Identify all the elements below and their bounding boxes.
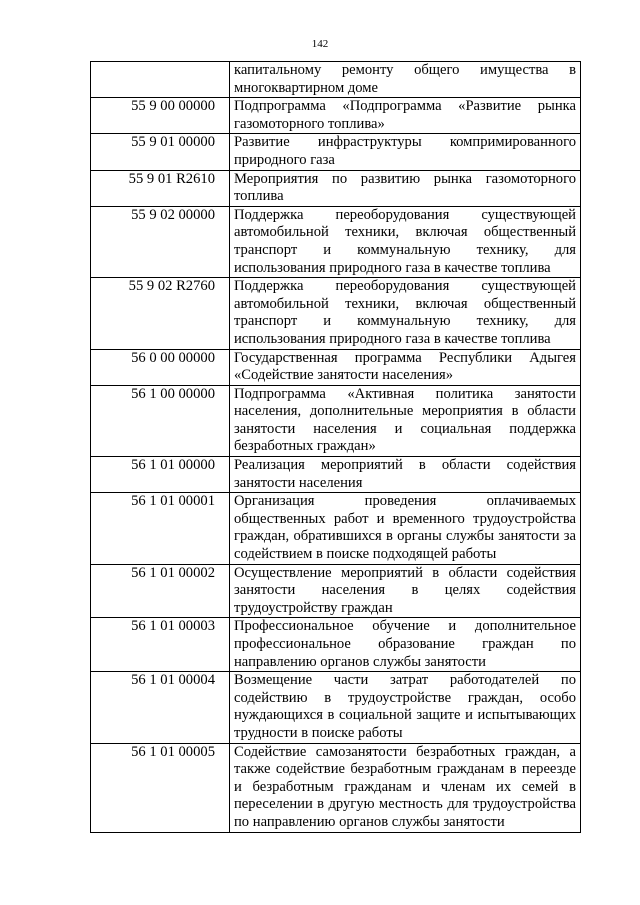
table-row [91,672,581,743]
description-cell: Содействие самозанятости безработных граждан, а также содействие безработным гражданам в переезде и безработным гражданам и членам их семей в переселении в другую местность для трудоустройства по направлению органов службы занятости [230,743,581,832]
table-row [91,457,581,493]
table-row [91,134,581,170]
code-cell: 55 9 00 00000 [91,98,230,134]
table-row [91,564,581,618]
description-cell: Государственная программа Республики Адыгея «Содействие занятости населения» [230,349,581,385]
description-cell: Мероприятия по развитию рынка газомоторного топлива [230,170,581,206]
table-row [91,98,581,134]
code-cell: 55 9 01 00000 [91,134,230,170]
description-cell: Подпрограмма «Подпрограмма «Развитие рынка газомоторного топлива» [230,98,581,134]
description-cell: Реализация мероприятий в области содействия занятости населения [230,457,581,493]
code-cell: 56 1 01 00003 [91,618,230,672]
table-row [91,349,581,385]
description-cell: Осуществление мероприятий в области содействия занятости населения в целях содействия трудоустройству граждан [230,564,581,618]
page-number: 142 [311,38,329,50]
table-row [91,493,581,564]
description-cell: Профессиональное обучение и дополнительное профессиональное образование граждан по направлению органов службы занятости [230,618,581,672]
code-cell: 56 1 01 00004 [91,672,230,743]
table-row [91,170,581,206]
description-cell: Развитие инфраструктуры компримированного природного газа [230,134,581,170]
code-cell [91,62,230,98]
description-cell: Организация проведения оплачиваемых общественных работ и временного трудоустройства граждан, обратившихся в органы службы занятости за содействием в поиске подходящей работы [230,493,581,564]
description-cell: Поддержка переоборудования существующей автомобильной техники, включая общественный транспорт и коммунальную технику, для использования природного газа в качестве топлива [230,278,581,349]
description-cell: капитальному ремонту общего имущества в многоквартирном доме [230,62,581,98]
code-cell: 55 9 02 R2760 [91,278,230,349]
code-cell: 56 1 01 00005 [91,743,230,832]
code-cell: 55 9 01 R2610 [91,170,230,206]
description-cell: Поддержка переоборудования существующей автомобильной техники, включая общественный транспорт и коммунальную технику, для использования природного газа в качестве топлива [230,206,581,277]
table-body [91,62,581,833]
code-cell: 55 9 02 00000 [91,206,230,277]
table-row [91,278,581,349]
code-cell: 56 0 00 00000 [91,349,230,385]
table-row [91,743,581,832]
table-row [91,206,581,277]
table-row [91,618,581,672]
table-row [91,62,581,98]
code-cell: 56 1 01 00000 [91,457,230,493]
description-cell: Возмещение части затрат работодателей по содействию в трудоустройстве граждан, особо нуждающихся в социальной защите и испытывающих трудности в поиске работы [230,672,581,743]
code-cell: 56 1 01 00002 [91,564,230,618]
description-cell: Подпрограмма «Активная политика занятости населения, дополнительные мероприятия в области занятости населения и социальная поддержка безработных граждан» [230,385,581,456]
code-cell: 56 1 00 00000 [91,385,230,456]
table-row [91,385,581,456]
code-cell: 56 1 01 00001 [91,493,230,564]
budget-classification-table [90,61,581,833]
